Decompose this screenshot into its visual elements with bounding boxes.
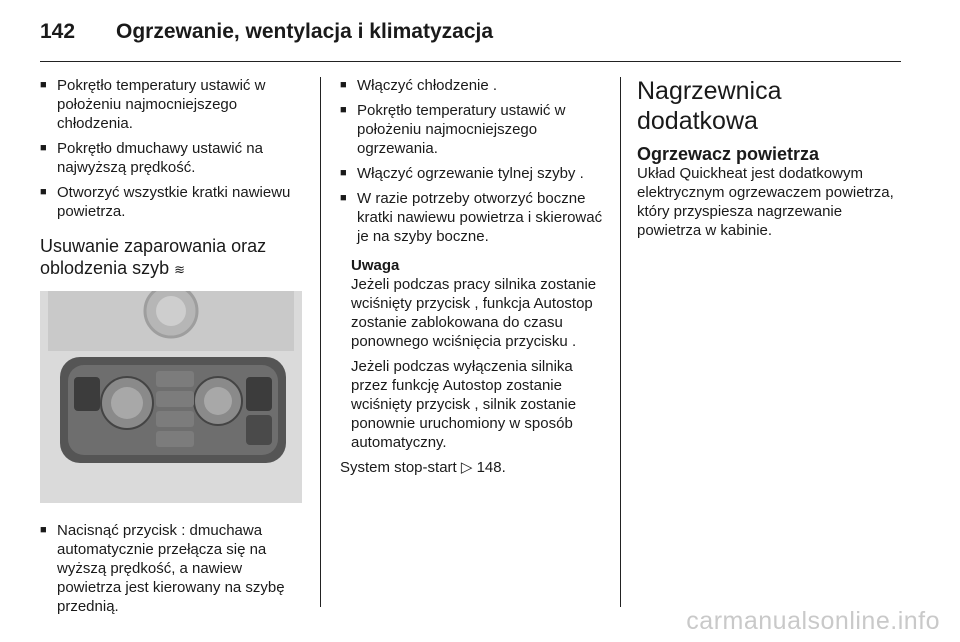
bullet-item: ■ W razie potrzeby otworzyć boczne kratki nawiewu powietrza i skierować je na szyby boczne. xyxy=(340,189,608,246)
bullet-item: ■ Otworzyć wszystkie kratki nawiewu powietrza. xyxy=(40,183,308,221)
cross-reference-page: 148. xyxy=(476,459,506,476)
arrow-icon: ▷ xyxy=(460,459,473,476)
climate-panel-illustration xyxy=(40,291,302,503)
section-heading-aux-heater: Nagrzewnica dodatkowa xyxy=(637,77,782,135)
climate-control-photo xyxy=(40,291,302,503)
page-number: 142 xyxy=(40,20,76,43)
body-paragraph: Układ Quickheat jest dodatkowym elektrycznym ogrzewaczem powietrza, który przyspiesza nagrzewanie powietrza w kabinie. xyxy=(637,165,894,239)
bullet-item: ■ Pokrętło temperatury ustawić w położeniu najmocniejszego ogrzewania. xyxy=(340,101,608,158)
note-title: Uwaga xyxy=(351,257,400,274)
page-title: Ogrzewanie, wentylacja i klimatyzacja xyxy=(116,20,494,43)
section-heading-defrost xyxy=(40,235,308,281)
column-3 xyxy=(637,76,907,240)
column-divider-2 xyxy=(620,77,621,607)
column-2 xyxy=(340,76,608,477)
header-rule xyxy=(40,61,901,62)
note-paragraph: Jeżeli podczas wyłączenia silnika przez funkcję Autostop zostanie wciśnięty przycisk , silnik zostanie ponownie uruchomiony w sposób automatyczny. xyxy=(351,358,577,451)
cross-reference-text: System stop-start xyxy=(340,459,457,476)
column-divider-1 xyxy=(320,77,321,607)
watermark-text: carmanualsonline.info xyxy=(686,607,940,635)
page-header xyxy=(40,16,920,56)
note-paragraph: Jeżeli podczas pracy silnika zostanie wciśnięty przycisk , funkcja Autostop zostanie zablokowana do czasu ponownego wciśnięcia przycisku . xyxy=(351,276,597,350)
cross-reference xyxy=(340,458,608,477)
bullet-item: ■ Pokrętło dmuchawy ustawić na najwyższą prędkość. xyxy=(40,139,308,177)
bullet-item: ■ Włączyć chłodzenie . xyxy=(340,76,608,95)
section-heading-text: Usuwanie zaparowania oraz oblodzenia szyb xyxy=(40,236,267,278)
windshield-defrost-icon: ≋ xyxy=(174,262,186,277)
bullet-item: ■ Pokrętło temperatury ustawić w położeniu najmocniejszego chłodzenia. xyxy=(40,76,308,133)
column-1 xyxy=(40,76,308,622)
bullet-item: ■ Włączyć ogrzewanie tylnej szyby . xyxy=(340,164,608,183)
subsection-heading: Ogrzewacz powietrza xyxy=(637,144,820,164)
bullet-item: ■ Nacisnąć przycisk : dmuchawa automatycznie przełącza się na wyższą prędkość, a nawiew powietrza jest kierowany na szybę przednią. xyxy=(40,521,308,616)
